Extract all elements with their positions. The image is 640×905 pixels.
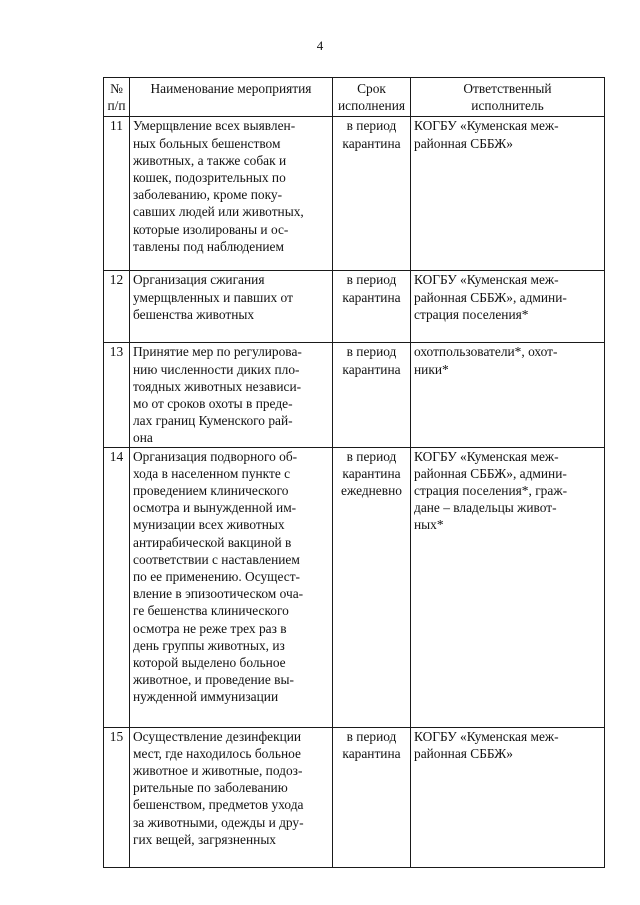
responsible-executor-line: районная СББЖ», админи- (414, 465, 567, 481)
header-executor (411, 78, 605, 117)
measure-name-line: хода в населенном пункте с (133, 465, 291, 481)
measure-name-line: бешенства животных (133, 306, 255, 322)
execution-term (333, 447, 411, 727)
row-number: 12 (104, 271, 130, 343)
measure-name-line: которой выделено больное (133, 655, 286, 671)
measure-name-line: нию численности диких пло- (133, 361, 300, 377)
responsible-executor-line: ных* (414, 517, 444, 533)
table-row (104, 727, 605, 867)
execution-term-line: карантина (342, 745, 401, 761)
responsible-executor-line: страция поселения*, граж- (414, 483, 568, 499)
table-header-row (104, 78, 605, 117)
responsible-executor (411, 271, 605, 343)
measure-name-line: нужденной иммунизации (133, 689, 279, 705)
measure-name-line: ных больных бешенством (133, 135, 281, 151)
execution-term-line: в период (346, 448, 397, 464)
execution-term-line: в период (346, 344, 397, 360)
header-line: № (110, 81, 123, 96)
table-body (104, 117, 605, 867)
measure-name-line: соответствии с наставлением (133, 551, 300, 567)
header-name (130, 78, 333, 117)
measure-name (130, 447, 333, 727)
header-line: исполнения (337, 98, 406, 114)
responsible-executor-line: страция поселения* (414, 306, 529, 322)
execution-term (333, 117, 411, 271)
measure-name-line: осмотра и вынужденной им- (133, 500, 297, 516)
measure-name-line: животных, а также собак и (133, 152, 287, 168)
header-number (104, 78, 130, 117)
table-row (104, 343, 605, 447)
measure-name-line: Организация подворного об- (133, 448, 298, 464)
measure-name-line: тоядных животных независи- (133, 378, 302, 394)
measures-table (103, 77, 605, 868)
measure-name-line: животное, и проведение вы- (133, 672, 294, 688)
execution-term-line: карантина (342, 135, 401, 151)
responsible-executor-line: районная СББЖ», админи- (414, 289, 567, 305)
measure-name (130, 271, 333, 343)
execution-term-line: карантина (342, 289, 401, 305)
measure-name-line: тавлены под наблюдением (133, 238, 284, 254)
measure-name-line: день группы животных, из (133, 637, 285, 653)
measure-name (130, 727, 333, 867)
responsible-executor (411, 447, 605, 727)
responsible-executor-line: районная СББЖ» (414, 745, 513, 761)
responsible-executor-line: охотпользователи*, охот- (414, 344, 558, 360)
row-number: 13 (104, 343, 130, 447)
responsible-executor-line: ники* (414, 361, 449, 377)
measure-name-line: которые изолированы и ос- (133, 221, 289, 237)
table-row (104, 271, 605, 343)
responsible-executor-line: дане – владельцы живот- (414, 500, 557, 516)
measure-name-line: савших людей или животных, (133, 204, 304, 220)
header-line: Наименование мероприятия (150, 81, 312, 96)
execution-term (333, 271, 411, 343)
measure-name-line: рительные по заболеванию (133, 780, 288, 796)
execution-term (333, 727, 411, 867)
measure-name-line: она (133, 430, 153, 446)
header-line: исполнитель (471, 98, 544, 114)
responsible-executor (411, 117, 605, 271)
table-row (104, 447, 605, 727)
execution-term-line: ежедневно (341, 483, 402, 499)
responsible-executor-line: КОГБУ «Куменская меж- (414, 728, 559, 744)
measure-name-line: Осуществление дезинфекции (133, 728, 302, 744)
measure-name-line: вление в эпизоотическом оча- (133, 586, 304, 602)
execution-term (333, 343, 411, 447)
responsible-executor-line: КОГБУ «Куменская меж- (414, 272, 559, 288)
table-row (104, 117, 605, 271)
measure-name-line: Принятие мер по регулирова- (133, 344, 302, 360)
responsible-executor-line: КОГБУ «Куменская меж- (414, 118, 559, 134)
measure-name-line: мунизации всех животных (133, 517, 285, 533)
execution-term-line: карантина (342, 465, 401, 481)
measure-name (130, 343, 333, 447)
measure-name-line: за животными, одежды и дру- (133, 814, 304, 830)
measure-name-line: Умерщвление всех выявлен- (133, 118, 296, 134)
responsible-executor-line: районная СББЖ» (414, 135, 513, 151)
measure-name-line: проведением клинического (133, 483, 289, 499)
measure-name-line: кошек, подозрительных по (133, 170, 286, 186)
row-number: 11 (104, 117, 130, 271)
measure-name-line: ге бешенства клинического (133, 603, 289, 619)
measure-name-line: лах границ Куменского рай- (133, 413, 293, 429)
measure-name-line: Организация сжигания (133, 272, 265, 288)
measure-name-line: антирабической вакциной в (133, 534, 292, 550)
measure-name (130, 117, 333, 271)
measure-name-line: осмотра не реже трех раз в (133, 620, 287, 636)
header-term (333, 78, 411, 117)
header-line: Срок (357, 81, 386, 96)
execution-term-line: в период (346, 728, 397, 744)
measure-name-line: бешенством, предметов ухода (133, 797, 304, 813)
execution-term-line: в период (346, 118, 397, 134)
execution-term-line: карантина (342, 361, 401, 377)
header-line: Ответственный (463, 81, 552, 96)
header-line: п/п (107, 98, 126, 114)
measure-name-line: умерщвленных и павших от (133, 289, 293, 305)
row-number: 15 (104, 727, 130, 867)
responsible-executor-line: КОГБУ «Куменская меж- (414, 448, 559, 464)
measure-name-line: заболеванию, кроме поку- (133, 187, 283, 203)
responsible-executor (411, 343, 605, 447)
measure-name-line: мест, где находилось больное (133, 745, 301, 761)
responsible-executor (411, 727, 605, 867)
measure-name-line: мо от сроков охоты в преде- (133, 396, 293, 412)
measure-name-line: гих вещей, загрязненных (133, 831, 277, 847)
page-number: 4 (316, 38, 324, 53)
measure-name-line: по ее применению. Осущест- (133, 569, 301, 585)
execution-term-line: в период (346, 272, 397, 288)
row-number: 14 (104, 447, 130, 727)
measure-name-line: животное и животные, подоз- (133, 763, 303, 779)
